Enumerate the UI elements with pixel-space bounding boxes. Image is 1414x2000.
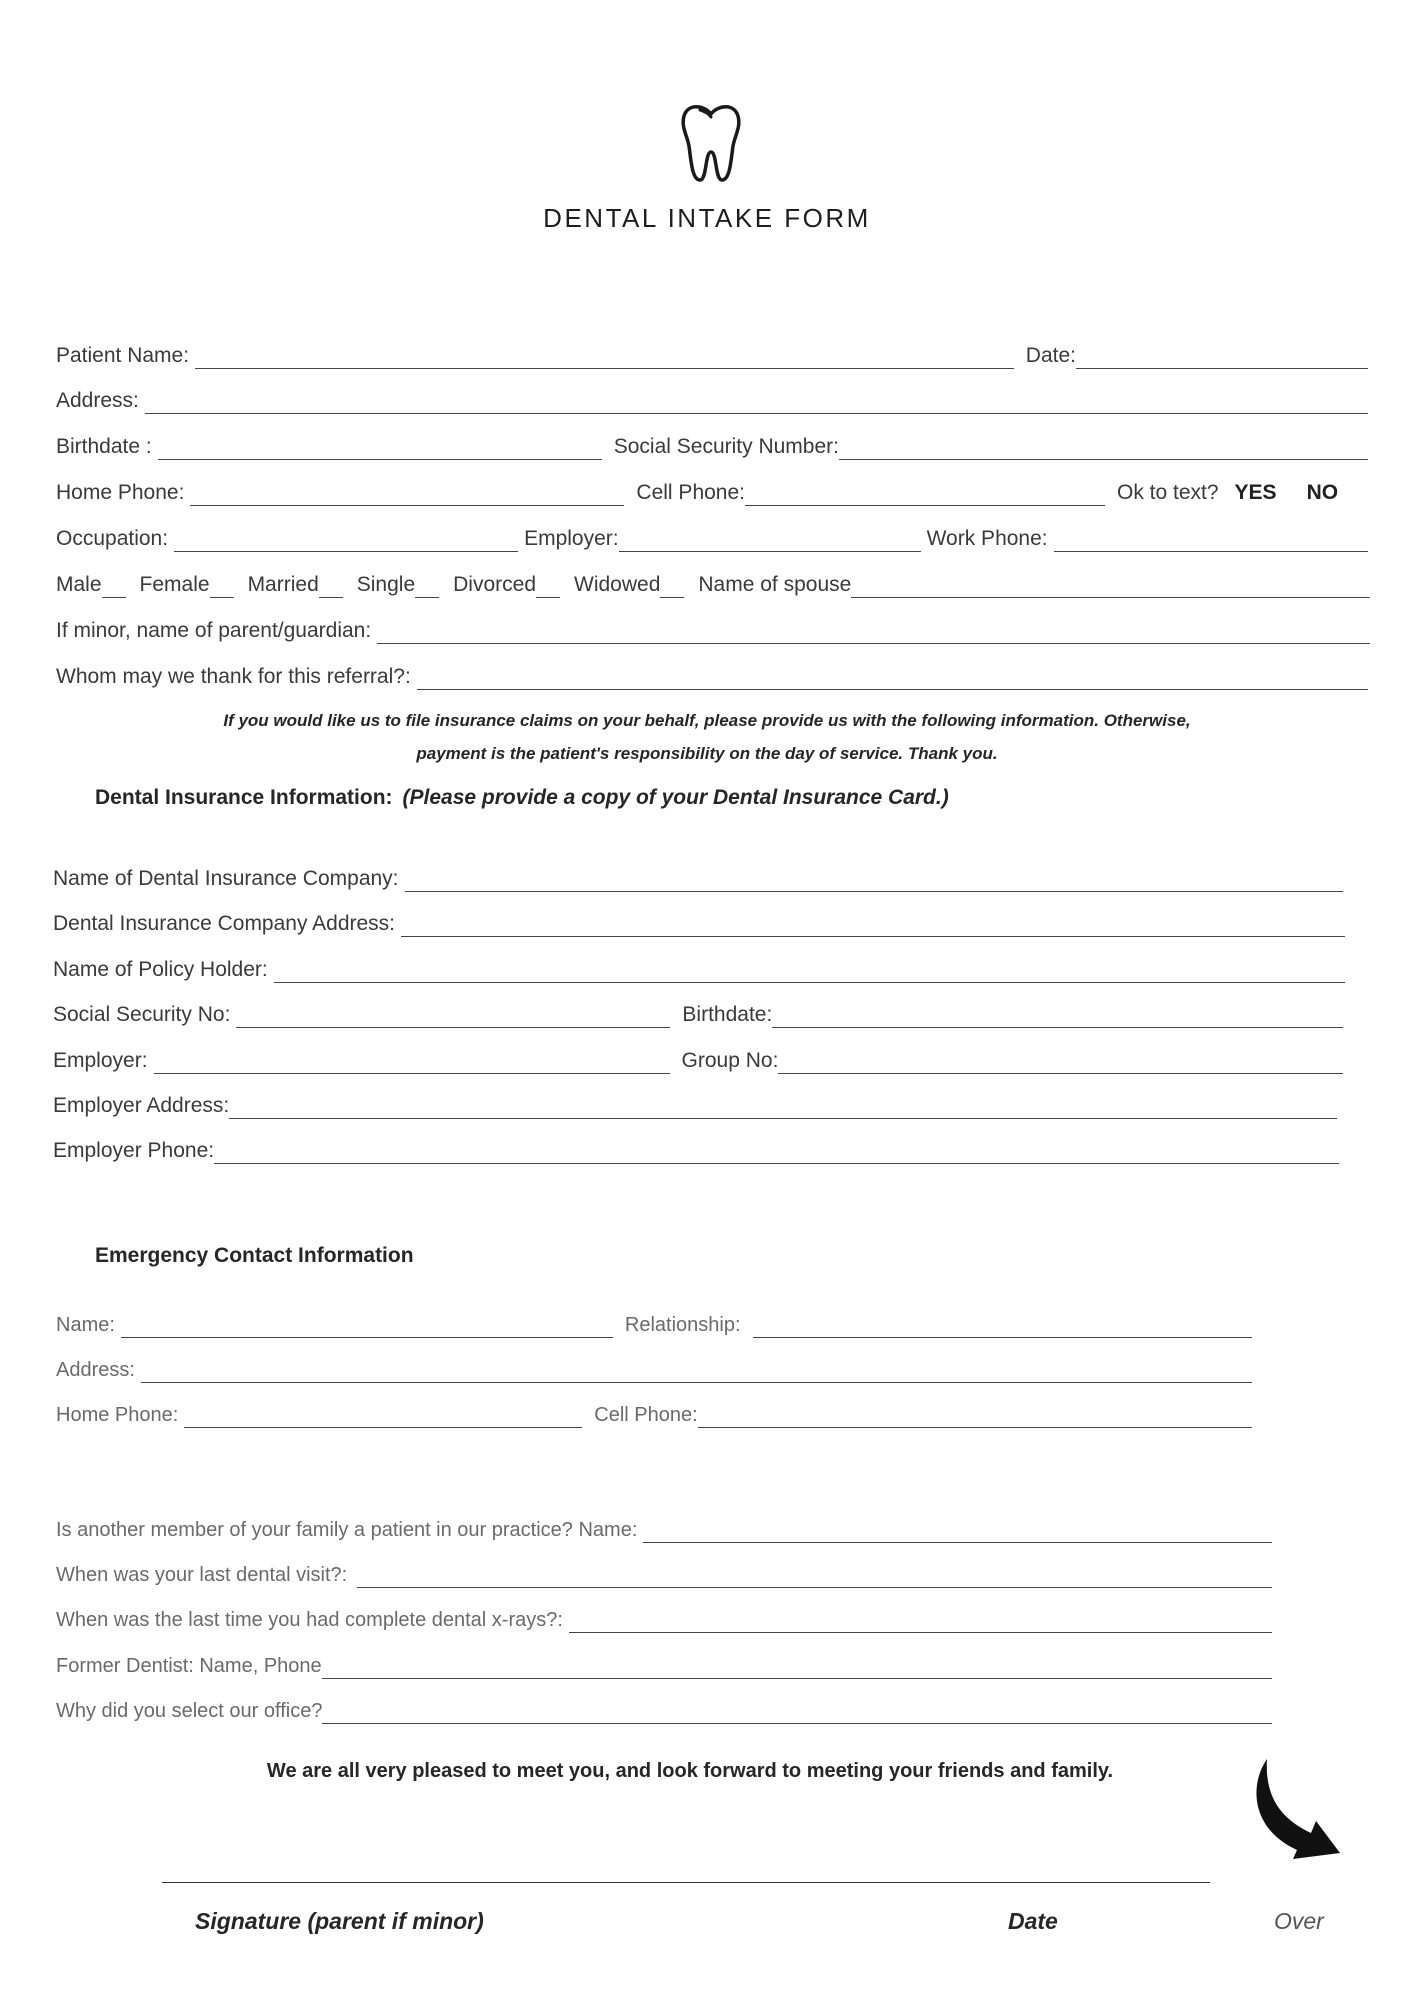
tooth-icon <box>680 100 742 184</box>
insurance-notice-line-1: If you would like us to file insurance claims on your behalf, please provide us with the following information. Otherwise, <box>223 711 1191 730</box>
address-row <box>56 388 1368 414</box>
insurance-heading <box>95 786 949 810</box>
male-label: Male <box>56 573 102 596</box>
insured-birthdate-field[interactable] <box>772 1007 1343 1028</box>
birthdate-row <box>56 434 1368 460</box>
emergency-name-row <box>56 1312 1252 1338</box>
home-phone-label: Home Phone: <box>56 481 185 504</box>
employer-address-field[interactable] <box>229 1098 1337 1119</box>
date-label: Date: <box>1025 344 1076 367</box>
former-dentist-field[interactable] <box>322 1658 1272 1679</box>
emergency-address-label: Address: <box>56 1359 135 1381</box>
signature-line[interactable] <box>162 1882 1210 1883</box>
insured-ssn-label: Social Security No: <box>53 1003 231 1026</box>
insurance-address-label: Dental Insurance Company Address: <box>53 912 396 935</box>
policy-holder-field[interactable] <box>274 962 1345 983</box>
insurance-heading-label: Dental Insurance Information: <box>95 786 393 809</box>
spouse-field[interactable] <box>851 577 1370 598</box>
married-blank[interactable] <box>319 579 343 598</box>
relationship-field[interactable] <box>753 1317 1252 1338</box>
insured-employer-field[interactable] <box>154 1053 670 1074</box>
emergency-cell-phone-field[interactable] <box>698 1407 1252 1428</box>
work-phone-label: Work Phone: <box>926 527 1048 550</box>
family-patient-row <box>56 1517 1272 1543</box>
insured-employer-row <box>53 1048 1343 1074</box>
xrays-label: When was the last time you had complete dental x-rays?: <box>56 1609 563 1631</box>
patient-name-row <box>56 343 1368 369</box>
emergency-home-phone-label: Home Phone: <box>56 1404 179 1426</box>
insurance-address-row <box>53 911 1345 937</box>
employer-address-label: Employer Address: <box>53 1094 230 1117</box>
insurance-company-label: Name of Dental Insurance Company: <box>53 867 399 890</box>
relationship-label: Relationship: <box>624 1314 741 1336</box>
work-phone-field[interactable] <box>1054 531 1368 552</box>
referral-field[interactable] <box>417 669 1368 690</box>
minor-field[interactable] <box>377 623 1370 644</box>
last-visit-row <box>56 1562 1272 1588</box>
occupation-field[interactable] <box>174 531 518 552</box>
referral-row <box>56 664 1368 690</box>
patient-name-label: Patient Name: <box>56 344 190 367</box>
no-option[interactable]: NO <box>1306 481 1339 504</box>
form-title: DENTAL INTAKE FORM <box>543 203 871 233</box>
employer-phone-row <box>53 1138 1339 1164</box>
divorced-blank[interactable] <box>536 579 560 598</box>
former-dentist-row <box>56 1653 1272 1679</box>
insurance-notice-line-2: payment is the patient's responsibility on the day of service. Thank you. <box>416 744 998 763</box>
emergency-address-field[interactable] <box>141 1362 1252 1383</box>
family-patient-field[interactable] <box>643 1522 1272 1543</box>
employer-label: Employer: <box>524 527 619 550</box>
emergency-heading: Emergency Contact Information <box>95 1244 414 1267</box>
occupation-row <box>56 526 1368 552</box>
yes-option[interactable]: YES <box>1234 481 1277 504</box>
emergency-phone-row <box>56 1402 1252 1428</box>
insured-employer-label: Employer: <box>53 1049 148 1072</box>
employer-field[interactable] <box>619 531 921 552</box>
female-blank[interactable] <box>210 579 234 598</box>
referral-label: Whom may we thank for this referral?: <box>56 665 411 688</box>
male-blank[interactable] <box>102 579 126 598</box>
emergency-cell-phone-label: Cell Phone: <box>594 1404 698 1426</box>
policy-holder-row <box>53 957 1345 983</box>
widowed-label: Widowed <box>574 573 661 596</box>
ssn-label: Social Security Number: <box>613 435 839 458</box>
occupation-label: Occupation: <box>56 527 169 550</box>
insurance-heading-note: (Please provide a copy of your Dental Insurance Card.) <box>402 786 949 809</box>
employer-phone-field[interactable] <box>214 1143 1339 1164</box>
xrays-field[interactable] <box>569 1612 1272 1633</box>
insurance-address-field[interactable] <box>401 916 1345 937</box>
spouse-label: Name of spouse <box>698 573 852 596</box>
address-label: Address: <box>56 389 139 412</box>
emergency-name-label: Name: <box>56 1314 115 1336</box>
over-label: Over <box>1274 1908 1324 1934</box>
policy-holder-label: Name of Policy Holder: <box>53 958 268 981</box>
employer-phone-label: Employer Phone: <box>53 1139 215 1162</box>
emergency-home-phone-field[interactable] <box>184 1407 582 1428</box>
why-office-row <box>56 1698 1272 1724</box>
signature-label: Signature (parent if minor) <box>195 1908 484 1934</box>
home-phone-field[interactable] <box>190 485 624 506</box>
married-label: Married <box>247 573 319 596</box>
marital-row <box>56 572 1370 598</box>
signature-date-label: Date <box>1008 1908 1058 1934</box>
cell-phone-field[interactable] <box>745 485 1105 506</box>
former-dentist-label: Former Dentist: Name, Phone <box>56 1655 322 1677</box>
phone-row <box>56 480 1368 506</box>
why-office-field[interactable] <box>322 1703 1272 1724</box>
single-blank[interactable] <box>415 579 439 598</box>
insurance-company-field[interactable] <box>405 871 1343 892</box>
ssn-field[interactable] <box>839 439 1368 460</box>
group-no-field[interactable] <box>778 1053 1343 1074</box>
family-patient-label: Is another member of your family a patient in our practice? Name: <box>56 1519 638 1541</box>
minor-row <box>56 618 1370 644</box>
female-label: Female <box>139 573 210 596</box>
widowed-blank[interactable] <box>660 579 684 598</box>
birthdate-field[interactable] <box>158 439 602 460</box>
emergency-address-row <box>56 1357 1252 1383</box>
why-office-label: Why did you select our office? <box>56 1700 323 1722</box>
employer-address-row <box>53 1093 1337 1119</box>
emergency-name-field[interactable] <box>121 1317 613 1338</box>
insured-ssn-row <box>53 1002 1343 1028</box>
minor-label: If minor, name of parent/guardian: <box>56 619 372 642</box>
single-label: Single <box>356 573 416 596</box>
group-no-label: Group No: <box>681 1049 779 1072</box>
insurance-company-row <box>53 866 1343 892</box>
last-visit-label: When was your last dental visit?: <box>56 1564 348 1586</box>
xrays-row <box>56 1607 1272 1633</box>
address-field[interactable] <box>145 393 1368 414</box>
ok-to-text-label: Ok to text? <box>1117 481 1219 504</box>
date-field[interactable] <box>1076 348 1368 369</box>
curved-arrow-icon <box>1245 1755 1355 1875</box>
birthdate-label: Birthdate : <box>56 435 152 458</box>
insured-ssn-field[interactable] <box>236 1007 670 1028</box>
insured-birthdate-label: Birthdate: <box>682 1003 773 1026</box>
closing-message: We are all very pleased to meet you, and look forward to meeting your friends and family. <box>266 1760 1114 1782</box>
divorced-label: Divorced <box>453 573 537 596</box>
patient-name-field[interactable] <box>195 348 1014 369</box>
last-visit-field[interactable] <box>357 1567 1272 1588</box>
cell-phone-label: Cell Phone: <box>636 481 745 504</box>
